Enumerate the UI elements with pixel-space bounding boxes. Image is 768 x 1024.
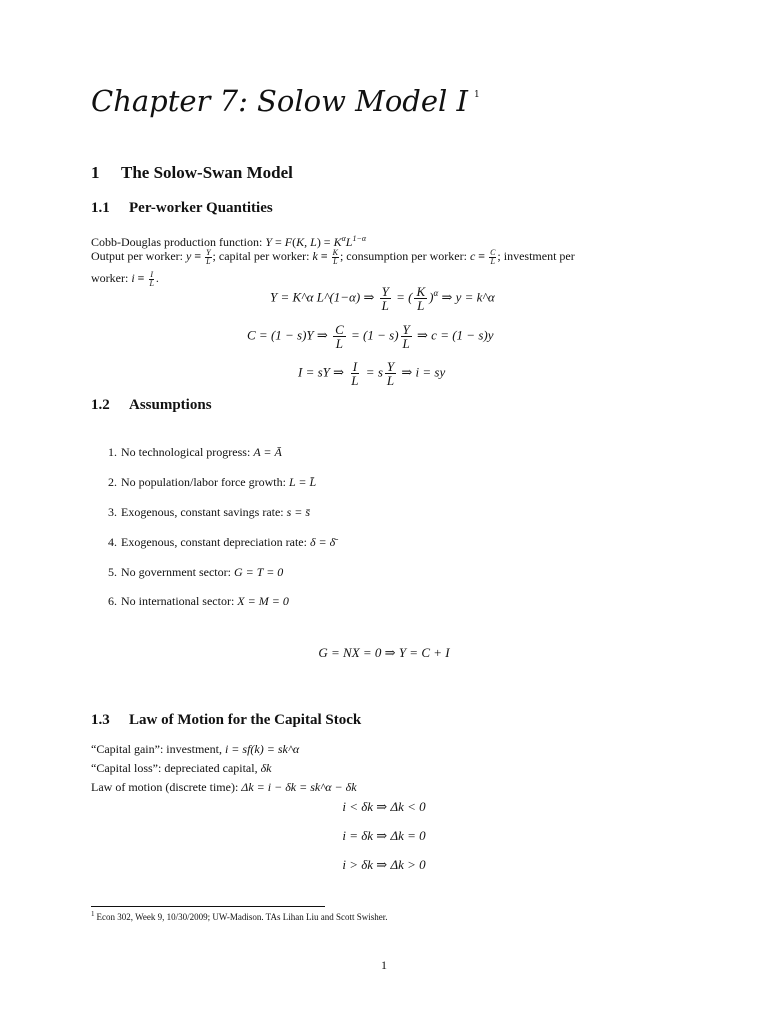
- equation-investment-left: I = sY: [298, 364, 330, 380]
- subsection-title: Per-worker Quantities: [129, 200, 273, 216]
- capital-loss-line: [91, 760, 272, 777]
- capital-loss-math: δk: [260, 761, 272, 775]
- chapter-title-text: Chapter 7: Solow Model I: [91, 84, 468, 118]
- list-item: [100, 594, 289, 609]
- capital-gain-math: i = sf(k) = sk^α: [224, 742, 300, 756]
- section-number: 1: [91, 163, 100, 182]
- subsection-number: 1.3: [91, 712, 110, 728]
- page-number: 1: [381, 958, 387, 972]
- equation-output-left: Y = K^α L^(1−α): [270, 289, 361, 305]
- condition-negative: i < δk ⇒ Δk < 0: [342, 799, 426, 814]
- list-item-text: Exogenous, constant savings rate:: [121, 505, 284, 519]
- law-of-motion-line: [91, 779, 357, 796]
- title-footnote-mark[interactable]: 1: [474, 90, 480, 100]
- per-worker-line: Output per worker: y ≡ $\frac{Y}{L}$ ; capital per worker: k ≡ $\frac{K}{L}$ ; consumption per worker: c ≡ $\frac{C}{L}$ ; investment per: [91, 247, 575, 266]
- list-item-text: No technological progress:: [121, 445, 251, 459]
- capital-gain-line: [91, 741, 299, 758]
- subsection-title: Law of Motion for the Capital Stock: [129, 712, 362, 728]
- list-item: [100, 505, 310, 520]
- subsection-heading-1-3: [91, 712, 361, 729]
- list-item-math: A = Ā: [253, 445, 282, 459]
- list-item-math: δ = δ̄: [309, 535, 336, 549]
- list-item-text: No international sector:: [121, 594, 235, 608]
- equation-consumption-right: c = (1 − s)y: [431, 327, 494, 343]
- equation-consumption: C = (1 − s)Y ⇒ $\frac{C}{L}$ = (1 − s) $\frac{Y}{L}$ ⇒ c = (1 − s)y: [247, 322, 494, 351]
- list-item-math: X = M = 0: [237, 594, 289, 608]
- law-of-motion-math: Δk = i − δk = sk^α − δk: [241, 780, 357, 794]
- condition-positive: i > δk ⇒ Δk > 0: [342, 857, 426, 872]
- equation-investment: I = sY ⇒ $\frac{I}{L}$ = s $\frac{Y}{L}$ ⇒ i = sy: [298, 359, 446, 388]
- list-item-text: Exogenous, constant depreciation rate:: [121, 535, 307, 549]
- equation-output: Y = K^α L^(1−α) ⇒ $\frac{Y}{L}$ = ( $\frac{K}{L}$ )$^\alpha$ ⇒ y = k^α: [270, 284, 495, 313]
- subsection-number: 1.2: [91, 397, 110, 413]
- list-item: [100, 475, 316, 490]
- subsection-heading-1-2: [91, 397, 212, 414]
- cobb-douglas-line: Cobb-Douglas production function: Y = F(K, $L) = K^\alpha L^{1-\alpha}$: [91, 234, 367, 249]
- equation-investment-right: i = sy: [415, 364, 446, 380]
- capital-gain-label: “Capital gain”: investment,: [91, 742, 222, 756]
- output-per-worker-label: Output per worker:: [91, 249, 183, 263]
- subsection-number: 1.1: [91, 200, 110, 216]
- subsection-title: Assumptions: [129, 397, 212, 413]
- footnote-text: Econ 302, Week 9, 10/30/2009; UW-Madison. TAs Lihan Liu and Scott Swisher.: [96, 912, 388, 922]
- consumption-per-worker-label: ; consumption per worker:: [339, 249, 467, 263]
- worker-label: worker:: [91, 271, 129, 285]
- subsection-heading-1-1: [91, 200, 273, 217]
- list-item: [100, 565, 283, 580]
- list-item-text: No population/labor force growth:: [121, 475, 286, 489]
- list-item: [100, 535, 335, 550]
- list-item-math: s = s̄: [286, 505, 311, 519]
- list-item-text: No government sector:: [121, 565, 231, 579]
- footnote-rule: [91, 906, 325, 907]
- equation-output-right: y = k^α: [455, 289, 495, 305]
- list-item-number: 5.: [108, 565, 117, 579]
- list-item-math: G = T = 0: [233, 565, 284, 579]
- capital-loss-label: “Capital loss”: depreciated capital,: [91, 761, 258, 775]
- condition-zero: i = δk ⇒ Δk = 0: [342, 828, 426, 843]
- list-item-number: 3.: [108, 505, 117, 519]
- list-item-number: 4.: [108, 535, 117, 549]
- equation-consumption-left: C = (1 − s)Y: [247, 327, 314, 343]
- section-heading: [91, 163, 293, 183]
- list-item-number: 1.: [108, 445, 117, 459]
- list-item-math: L = L̄: [288, 475, 317, 489]
- law-of-motion-label: Law of motion (discrete time):: [91, 780, 239, 794]
- footnote: [91, 910, 387, 922]
- capital-per-worker-label: ; capital per worker:: [212, 249, 310, 263]
- cobb-douglas-label: Cobb-Douglas production function:: [91, 235, 263, 249]
- investment-per-worker-label: ; investment per: [497, 249, 575, 263]
- equation-gnx: G = NX = 0 ⇒ Y = C + I: [318, 645, 450, 660]
- footnote-mark: 1: [91, 910, 95, 918]
- worker-line: worker: i ≡ $\frac{I}{L}$ .: [91, 269, 159, 288]
- list-item-number: 6.: [108, 594, 117, 608]
- list-item-number: 2.: [108, 475, 117, 489]
- cobb-douglas-formula: Y: [265, 235, 272, 249]
- section-title: The Solow-Swan Model: [121, 163, 293, 182]
- chapter-title: [91, 84, 480, 118]
- list-item: [100, 445, 282, 460]
